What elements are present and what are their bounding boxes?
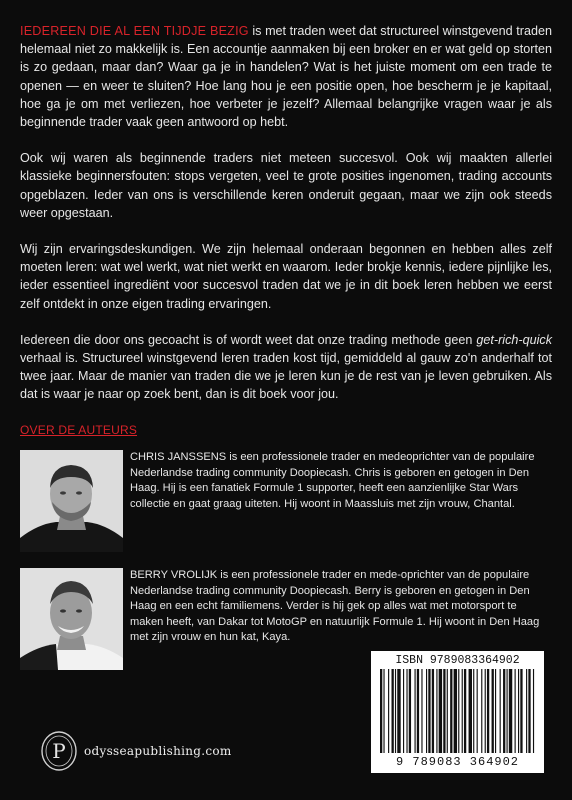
- author-bio-chris: CHRIS JANSSENS is een professionele trader en medeoprichter van de populaire Nederlandse trading community Doopiecash. Chris is geboren en getogen in Den Haag. Hij is een fanatiek Formule 1 supporter, heeft een aanzienlijke Star Wars collectie en gaat graag uiteten. Hij woont in Maassluis met zijn vrouw, Chantal.: [130, 451, 535, 510]
- intro-paragraph-2: Ook wij waren als beginnende traders niet meteen succesvol. Ook wij maakten allerlei klassieke beginnersfouten: stops vergeten, veel te grote posities ingenomen, trading accounts opgeblazen. Ieder van ons is verschillende keren onderuit gegaan, maar we zijn ook steeds weer opgestaan.: [20, 151, 552, 220]
- intro-paragraph-4-a: Iedereen die door ons gecoacht is of wordt weet dat onze trading methode geen: [20, 332, 477, 347]
- publisher-emblem-icon: [40, 730, 78, 772]
- barcode-bars: [380, 669, 535, 755]
- publisher-name: odysseapublishing.com: [84, 744, 232, 758]
- isbn-label: ISBN 9789083364902: [395, 654, 520, 667]
- author-photo-berry: [20, 568, 123, 670]
- intro-paragraph-4-emphasis: get-rich-quick: [476, 332, 552, 347]
- author-bio-berry: BERRY VROLIJK is een professionele trader en mede-oprichter van de populaire Nederlandse trading community Doopiecash. Berry is geboren en getogen in Den Haag en een echt familiemens. Verder is hij gek op alles wat met motorsport te maken heeft, van Dakar tot MotoGP en natuurlijk Formule 1. Hij woont in Den Haag met zijn vrouw en hun kat, Kaya.: [130, 569, 540, 644]
- intro-paragraph-1: [20, 22, 552, 131]
- author-chris: [20, 450, 552, 552]
- isbn-barcode: [371, 651, 544, 773]
- back-cover-intro: [20, 22, 552, 422]
- author-photo-chris: [20, 450, 123, 552]
- intro-paragraph-3: Wij zijn ervaringsdeskundigen. We zijn helemaal onderaan begonnen en hebben alles zelf moeten leren: wat wel werkt, wat niet werkt en waarom. Ieder brokje kennis, iedere pijnlijke les, ieder essentieel ingrediënt voor succesvol traden dat we je in dit boek leren hebben we eerst zelf ontdekt in onze eigen trading ervaringen.: [20, 242, 552, 311]
- intro-paragraph-4: [20, 331, 552, 404]
- publisher-logo: [40, 730, 232, 772]
- isbn-digits: 9 789083 364902: [395, 755, 520, 769]
- intro-lead: IEDEREEN DIE AL EEN TIJDJE BEZIG: [20, 24, 249, 38]
- publisher-emblem-letter: P: [52, 739, 66, 763]
- authors-heading: OVER DE AUTEURS: [20, 423, 138, 437]
- intro-paragraph-1-text: is met traden weet dat structureel winstgevend traden helemaal niet zo makkelijk is. Een accountje aanmaken bij een broker en er wat geld op storten is zo gedaan, maar dan? Waar ga je in handelen? Wat is het juiste moment om een trade te openen — en weer te sluiten? Hoe lang hou je een positie open, hoe bescherm je je kapitaal, hoe ga je om met verliezen, hoe verbeter je jezelf? Allemaal belangrijke vragen waar je als beginnende trader vaak geen antwoord op hebt.: [20, 24, 552, 130]
- intro-paragraph-4-b: verhaal is. Structureel winstgevend leren traden kost tijd, gemiddeld al gauw zo'n anderhalf tot twee jaar. Maar de manier van traden die we je leren kun je de rest van je leven gebruiken. Als dat is waar je naar op zoek bent, dan is dit boek voor jou.: [20, 351, 552, 402]
